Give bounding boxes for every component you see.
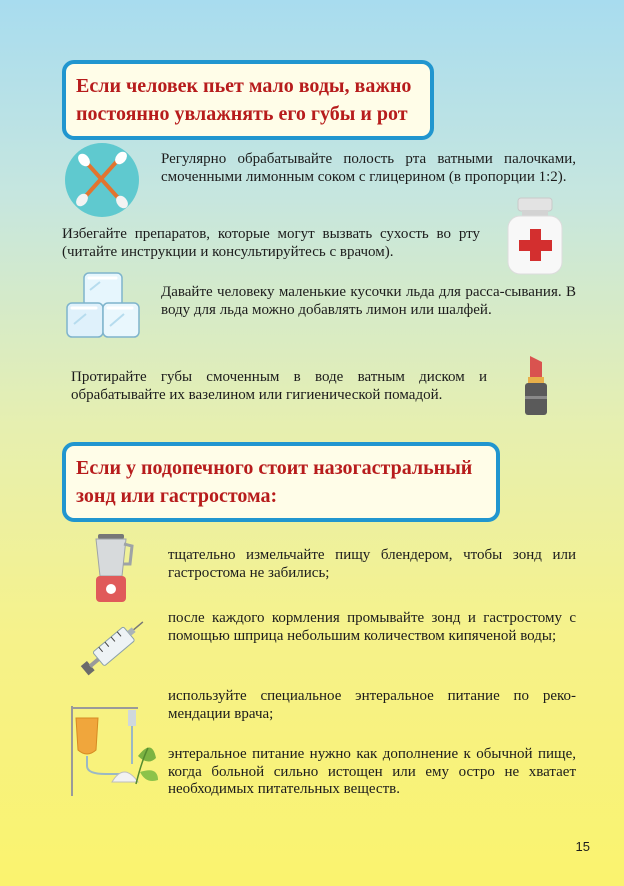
- medicine-bottle-icon: [504, 196, 566, 276]
- dry-mouth-tip-ice: Давайте человеку маленькие кусочки льда для расса-сывания. В воду для льда можно добавлять лимон или шалфей.: [161, 284, 576, 318]
- enteral-feeding-icon: [66, 700, 162, 800]
- section-heading-text: Если у подопечного стоит назогастральный зонд или гастростома:: [76, 457, 473, 507]
- dry-mouth-tip-medications: Избегайте препаратов, которые могут вызвать сухость во рту (читайте инструкции и консультируйтесь с врачом).: [62, 226, 480, 260]
- cotton-swabs-icon: [64, 142, 140, 218]
- feeding-tip-enteral-nutrition: используйте специальное энтеральное питание по реко-мендации врача;: [168, 688, 576, 722]
- feeding-tip-syringe: после каждого кормления промывайте зонд и гастростому с помощью шприца небольшим количеством кипяченой воды;: [168, 610, 576, 644]
- blender-icon: [88, 532, 136, 604]
- syringe-icon: [72, 608, 154, 686]
- feeding-tip-blender: тщательно измельчайте пищу блендером, чтобы зонд или гастростома не забились;: [168, 547, 576, 581]
- lipstick-icon: [516, 352, 556, 418]
- dry-mouth-tip-swabs: Регулярно обрабатывайте полость рта ватными палочками, смоченными лимонным соком с глицерином (в пропорции 1:2).: [161, 151, 576, 185]
- ice-cubes-icon: [64, 270, 142, 342]
- page-number: 15: [575, 839, 590, 854]
- section-heading-feeding-tube: [62, 442, 500, 522]
- section-heading-dry-mouth: [62, 60, 434, 140]
- feeding-tip-enteral-supplement: энтеральное питание нужно как дополнение к обычной пище, когда больной сильно истощен или ему остро не хватает необходимых питательных веществ.: [168, 746, 576, 797]
- dry-mouth-tip-lips: Протирайте губы смоченным в воде ватным диском и обрабатывайте их вазелином или гигиенической помадой.: [71, 369, 487, 403]
- section-heading-text: Если человек пьет мало воды, важно постоянно увлажнять его губы и рот: [76, 75, 412, 125]
